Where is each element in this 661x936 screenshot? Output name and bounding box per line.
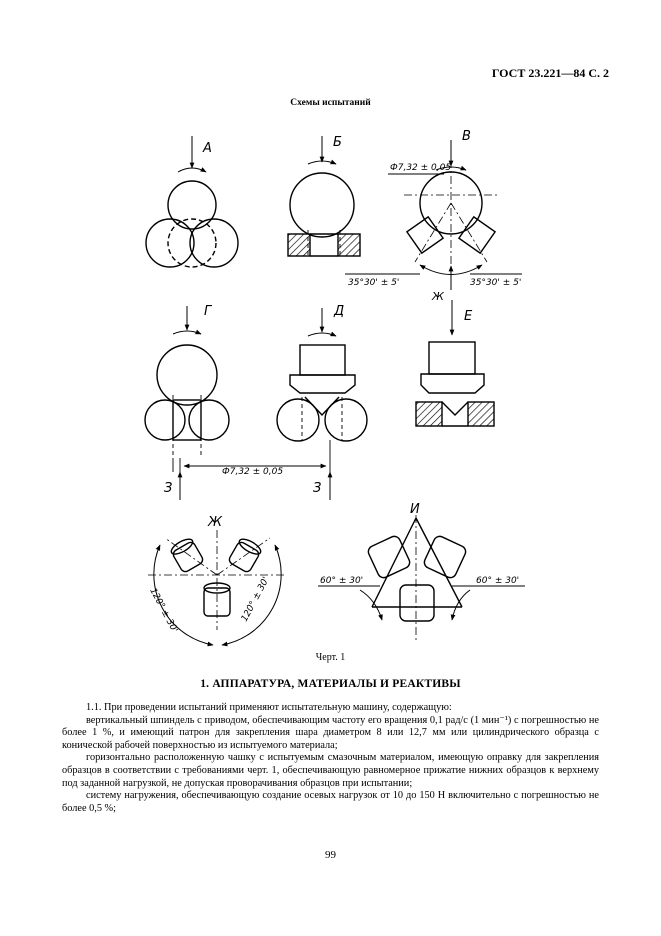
figure-caption: Черт. 1 <box>315 652 346 663</box>
scheme-d <box>277 308 367 500</box>
scheme-g <box>145 306 229 500</box>
page-number: 99 <box>325 849 336 861</box>
label-dim-phi-bottom: Ф7,32 ± 0,05 <box>222 467 284 477</box>
label-angle-60-right: 60° ± 30' <box>476 576 520 586</box>
document-header: ГОСТ 23.221—84 С. 2 <box>491 66 609 80</box>
label-i: И <box>410 502 420 517</box>
label-z-right: З <box>313 481 322 496</box>
figure-title: Схемы испытаний <box>290 98 371 108</box>
scheme-b <box>288 136 360 258</box>
label-dim-phi-top: Ф7,32 ± 0,05 <box>390 163 452 173</box>
label-d: Д <box>334 304 345 319</box>
label-v: В <box>462 129 471 144</box>
body-text <box>62 702 599 815</box>
label-angle-35-right: 35°30' ± 5' <box>470 278 522 288</box>
paragraph: вертикальный шпиндель с приводом, обеспечивающим частоту его вращения 0,1 рад/с (1 мин⁻¹) с погрешностью не более 1 %, и имеющий патрон для закрепления шара диаметром 8 или 12,7 мм или цилиндрического образца с конической рабочей поверхностью из испытуемого материала; <box>62 714 599 751</box>
label-e: Е <box>464 309 473 324</box>
label-z-left: З <box>164 481 173 496</box>
scheme-e <box>416 300 494 426</box>
label-g: Г <box>204 304 212 319</box>
label-zh: Ж <box>208 515 223 530</box>
label-angle-60-left: 60° ± 30' <box>320 576 364 586</box>
label-zh-arrow: Ж <box>432 290 444 303</box>
label-angle-120-right: 120° ± 30' <box>239 575 272 624</box>
paragraph: 1.1. При проведении испытаний применяют испытательную машину, содержащую: <box>86 702 452 713</box>
scheme-a <box>146 136 238 267</box>
label-angle-35-left: 35°30' ± 5' <box>348 278 400 288</box>
label-a: А <box>203 141 212 156</box>
section-heading: 1. АППАРАТУРА, МАТЕРИАЛЫ И РЕАКТИВЫ <box>200 678 461 690</box>
label-angle-120-left: 120° ± 30' <box>147 586 180 635</box>
paragraph: горизонтально расположенную чашку с испытуемым смазочным материалом, имеющую оправку для закрепления образцов в соответствии с требованиями черт. 1, обеспечивающую равномерное прижатие нижних образцов к верхнему под заданной нагрузкой, не допуская проворачивания образцов при испытании; <box>62 752 599 789</box>
label-b: Б <box>333 135 342 150</box>
paragraph: систему нагружения, обеспечивающую создание осевых нагрузок от 10 до 150 Н включительно с погрешностью не более 0,5 %; <box>62 790 599 814</box>
